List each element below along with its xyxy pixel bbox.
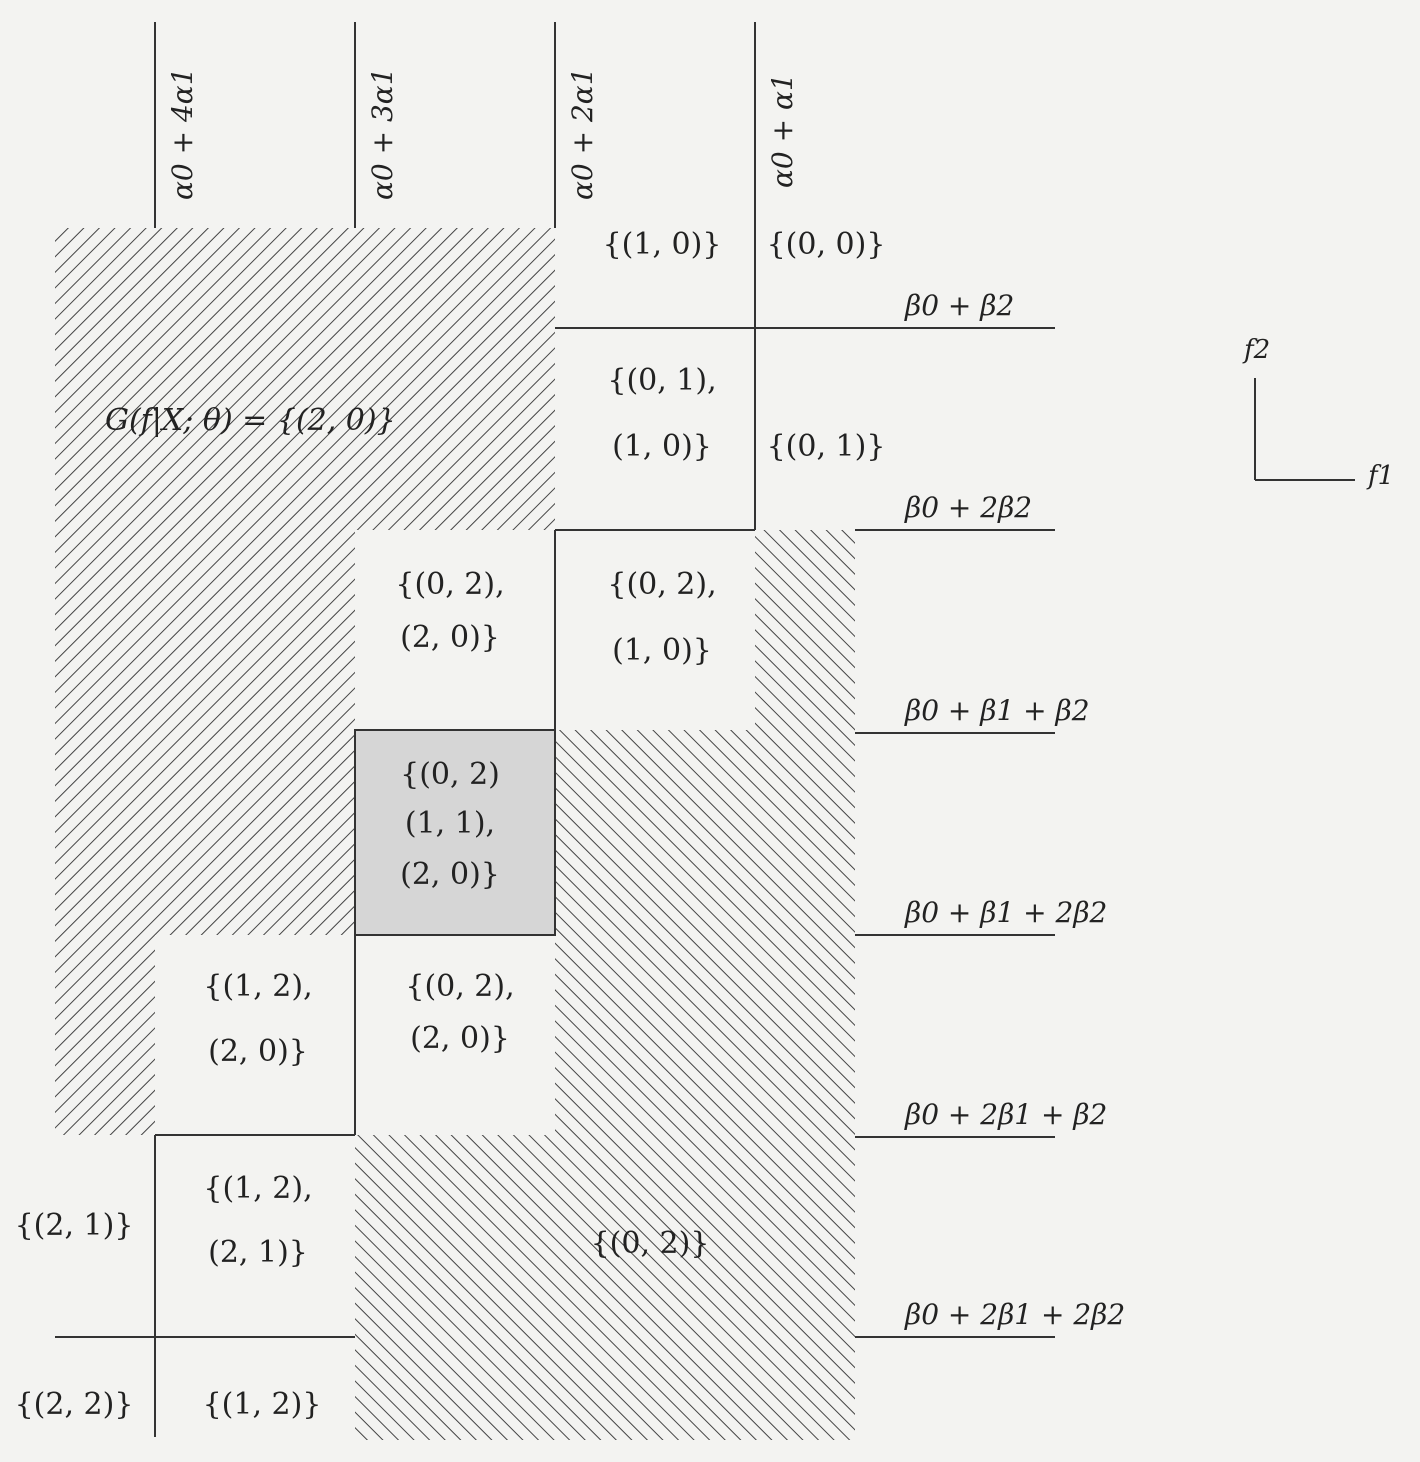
region-label-02-10-line2: (1, 0)} [612, 633, 712, 668]
region-label-02-10-line1: {(0, 2), [607, 567, 717, 602]
threshold-label-a1: α0 + α1 [766, 73, 799, 188]
region-label-02-20-low-line1: {(0, 2), [405, 969, 515, 1004]
hatched-region-right-block [555, 730, 855, 1135]
region-label-22: {(2, 2)} [14, 1387, 134, 1422]
region-label-02-20-top-line2: (2, 0)} [400, 620, 500, 655]
hatched-region-right-strip [755, 530, 855, 730]
shaded-label-line2: (1, 1), [404, 806, 496, 841]
region-label-01-10-line1: {(0, 1), [607, 363, 717, 398]
hatched-region-bottom [355, 1135, 855, 1440]
region-label-10: {(1, 0)} [602, 227, 722, 262]
region-label-01-10-line2: (1, 0)} [612, 429, 712, 464]
threshold-label-b022: β0 + 2β2 [905, 491, 1033, 524]
region-label-12-21-line2: (2, 1)} [208, 1235, 308, 1270]
threshold-label-a4: α0 + 4α1 [166, 67, 199, 200]
region-label-02-20-top-line1: {(0, 2), [395, 567, 505, 602]
axis-indicator [1242, 335, 1394, 491]
threshold-label-b012122: β0 + 2β1 + 2β2 [905, 1298, 1126, 1331]
region-label-01: {(0, 1)} [766, 429, 886, 464]
threshold-label-b01122: β0 + β1 + 2β2 [905, 896, 1108, 929]
threshold-label-b02: β0 + β2 [905, 289, 1015, 322]
threshold-label-a2: α0 + 2α1 [566, 67, 599, 200]
axis-label-f1: f1 [1368, 461, 1395, 491]
threshold-label-b0112: β0 + β1 + β2 [905, 694, 1090, 727]
region-label-21: {(2, 1)} [14, 1208, 134, 1243]
region-label-12-20-line1: {(1, 2), [203, 969, 313, 1004]
shaded-label-line3: (2, 0)} [400, 857, 500, 892]
region-label-12-21-line1: {(1, 2), [203, 1171, 313, 1206]
region-label-12: {(1, 2)} [202, 1387, 322, 1422]
threshold-label-b01212: β0 + 2β1 + β2 [905, 1098, 1108, 1131]
g-function-label: G(f|X; θ) = {(2, 0)} [105, 403, 396, 438]
axis-label-f2: f2 [1244, 335, 1271, 365]
region-label-02-hatched: {(0, 2)} [590, 1226, 710, 1261]
region-label-02-20-low-line2: (2, 0)} [410, 1021, 510, 1056]
region-label-12-20-line2: (2, 0)} [208, 1034, 308, 1069]
shaded-label-line1: {(0, 2) [400, 757, 500, 792]
region-label-00: {(0, 0)} [766, 227, 886, 262]
threshold-label-a3: α0 + 3α1 [366, 67, 399, 200]
